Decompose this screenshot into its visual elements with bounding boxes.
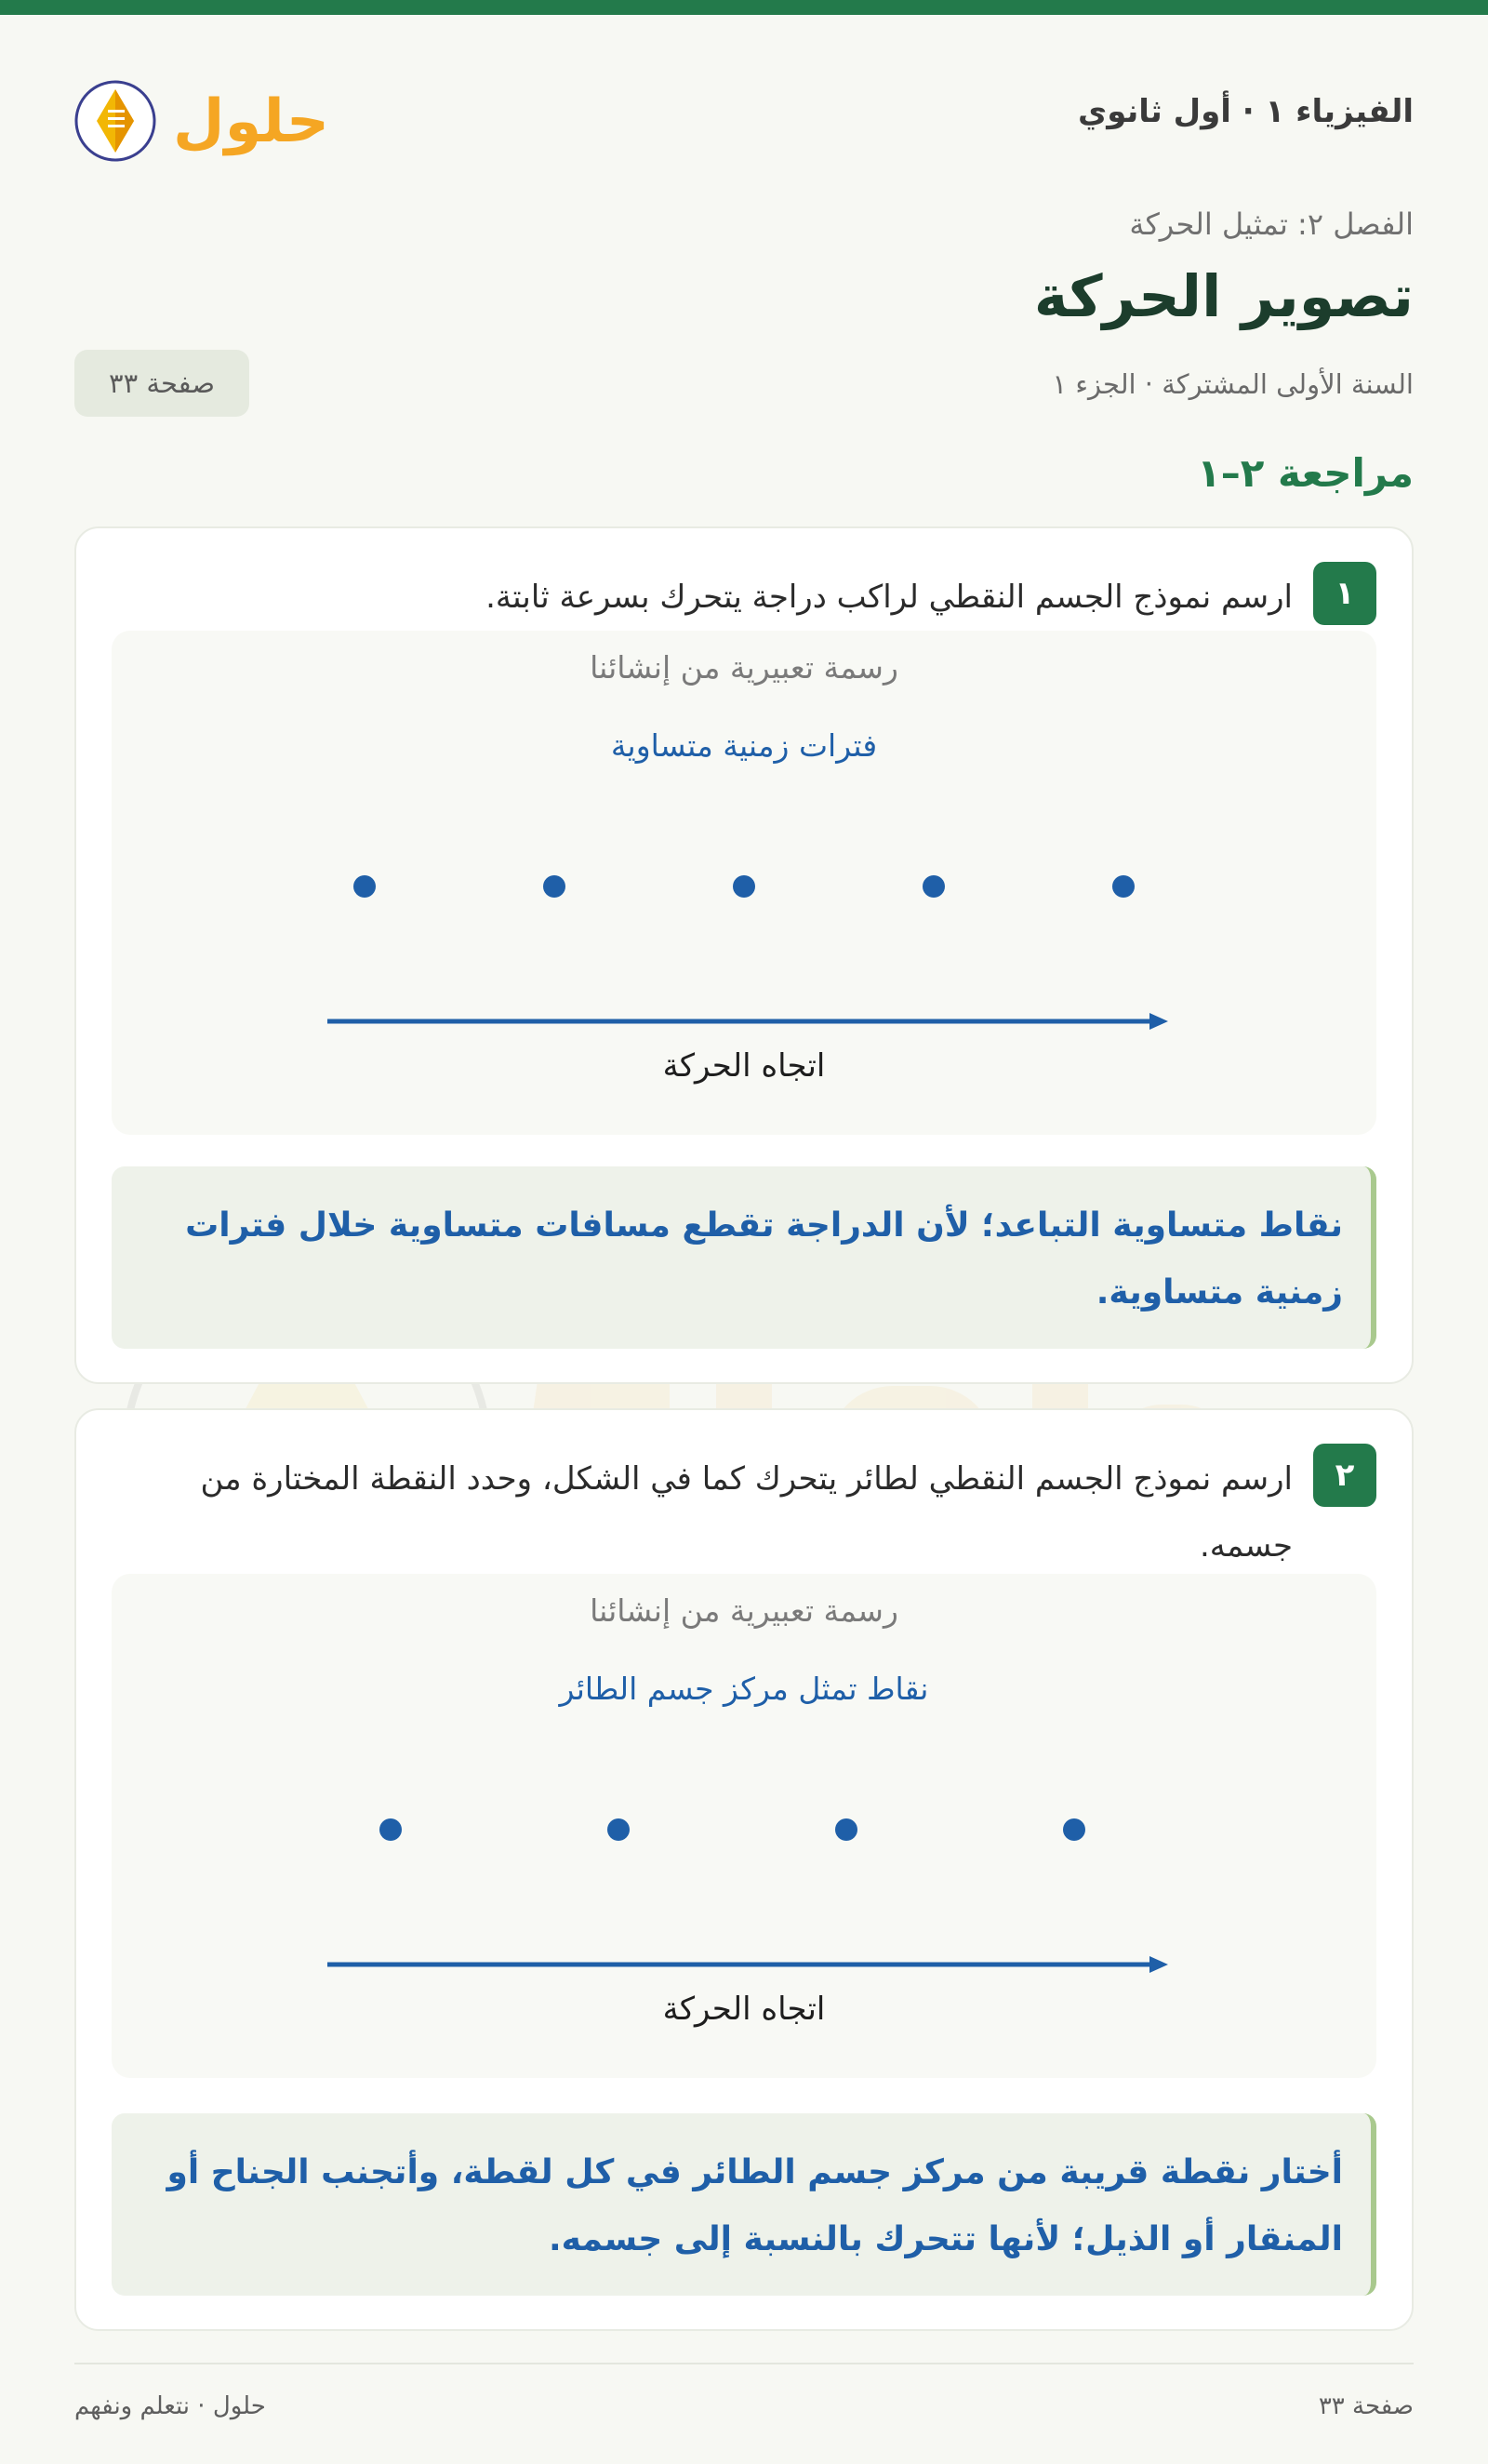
figure-label: نقاط تمثل مركز جسم الطائر (559, 1671, 929, 1707)
answer-box (112, 2113, 1376, 2296)
question-number-badge: ١ (1313, 562, 1376, 625)
page-badge: صفحة ٣٣ (74, 350, 249, 417)
top-accent-bar (0, 0, 1488, 15)
question-number-badge: ٢ (1313, 1444, 1376, 1507)
svg-text:حلول: حلول (173, 87, 329, 156)
question-text: ارسم نموذج الجسم النقطي لطائر يتحرك كما في الشكل، وحدد النقطة المختارة من جسمه. (200, 1460, 1293, 1565)
book-title: الفيزياء ١ · أول ثانوي (1078, 93, 1414, 130)
position-dot (1112, 875, 1135, 898)
position-dot (543, 875, 565, 898)
arrow-head (1149, 1013, 1168, 1030)
figure-label: فترات زمنية متساوية (610, 727, 878, 764)
footer-brand: حلول · نتعلم ونفهم (74, 2392, 266, 2420)
position-dot (835, 1818, 857, 1841)
position-dot (733, 875, 755, 898)
question-text: ارسم نموذج الجسم النقطي لراكب دراجة يتحرك بسرعة ثابتة. (485, 579, 1293, 616)
figure-caption: رسمة تعبيرية من إنشائنا (590, 1592, 898, 1629)
motion-direction-label: اتجاه الحركة (662, 1047, 826, 1085)
motion-direction-label: اتجاه الحركة (662, 1991, 826, 2028)
figure-caption: رسمة تعبيرية من إنشائنا (590, 649, 898, 686)
position-dot (379, 1818, 402, 1841)
question-card-2 (74, 1408, 1414, 2331)
answer-text: نقاط متساوية التباعد؛ لأن الدراجة تقطع مسافات متساوية خلال فترات زمنية متساوية. (185, 1206, 1343, 1312)
chapter-label: الفصل ٢: تمثيل الحركة (1129, 206, 1414, 242)
page-header (74, 74, 1414, 167)
arrow-head (1149, 1956, 1168, 1973)
point-model-figure (112, 1574, 1376, 2078)
position-dot (923, 875, 945, 898)
answer-text: أختار نقطة قريبة من مركز جسم الطائر في كل لقطة، وأتجنب الجناح أو المنقار أو الذيل؛ لأنها تتحرك بالنسبة إلى جسمه. (166, 2153, 1343, 2258)
footer-page-number: صفحة ٣٣ (1318, 2392, 1414, 2420)
hulul-logo[interactable] (74, 74, 353, 167)
position-dot (353, 875, 376, 898)
position-dot (607, 1818, 630, 1841)
position-dot (1063, 1818, 1085, 1841)
question-card-1 (74, 526, 1414, 1384)
lesson-title: تصوير الحركة (1033, 262, 1414, 330)
lesson-subtitle: السنة الأولى المشتركة · الجزء ١ (1052, 368, 1414, 400)
footer-divider (74, 2363, 1414, 2364)
answer-box (112, 1166, 1376, 1349)
point-model-figure (112, 631, 1376, 1135)
section-title: مراجعة ٢–١ (1197, 450, 1414, 496)
